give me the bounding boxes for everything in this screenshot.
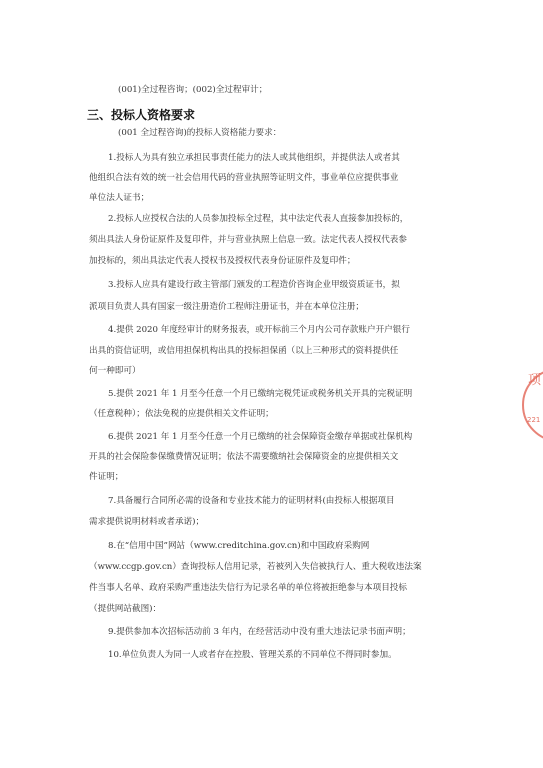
- paragraph-line: 出具的资信证明，或信用担保机构出具的投标担保函（以上三种形式的资料提供任: [89, 346, 399, 356]
- paragraph-line: 10.单位负责人为同一人或者存在控股、管理关系的不同单位不得同时参加。: [108, 650, 397, 660]
- paragraph-line: 单位法人证书；: [89, 193, 150, 203]
- paragraph-line: （www.ccgp.gov.cn）查询投标人信用记录，若被列入失信被执行人、重大税收违法案: [89, 562, 422, 572]
- paragraph-line: 加投标的，须出具法定代表人授权书及授权代表身份证原件及复印件；: [89, 256, 356, 266]
- paragraph-line: 需求提供说明材料或者承诺)；: [89, 517, 205, 527]
- paragraph-line: 派项目负责人具有国家一级注册造价工程师注册证书，并在本单位注册；: [89, 302, 365, 312]
- paragraph-line: 2.投标人应授权合法的人员参加投标全过程，其中法定代表人直接参加投标的，: [108, 214, 409, 224]
- paragraph-line: 4.提供 2020 年度经审计的财务报表，或开标前三个月内公司存款账户开户银行: [108, 325, 410, 335]
- section-title: 三、投标人资格要求: [87, 108, 196, 122]
- paragraph-line: 6.提供 2021 年 1 月至今任意一个月已缴纳的社会保障资金缴存单据或社保机构: [108, 432, 413, 442]
- paragraph-line: 1.投标人为具有独立承担民事责任能力的法人或其他组织，并提供法人或者其: [108, 153, 400, 163]
- svg-text:项: 项: [528, 373, 542, 388]
- paragraph-line: 何一种即可）: [89, 366, 141, 376]
- svg-text:221: 221: [527, 416, 541, 424]
- paragraph-line: 8.在“信用中国”网站（www.creditchina.gov.cn)和中国政府采购网: [108, 541, 370, 551]
- paragraph-line: （提供网站截图)：: [89, 604, 162, 614]
- paragraph-line: （任意税种）；依法免税的应提供相关文件证明；: [89, 409, 274, 419]
- paragraph-line: 9.提供参加本次招标活动前 3 年内，在经营活动中没有重大违法记录书面声明；: [108, 627, 411, 637]
- paragraph-line: 3.投标人应具有建设行政主管部门颁发的工程造价咨询企业甲级资质证书，拟: [108, 280, 400, 290]
- paragraph-line: 他组织合法有效的统一社会信用代码的营业执照等证明文件，事业单位应提供事业: [89, 173, 399, 183]
- intro-line: (001)全过程咨询；(002)全过程审计；: [118, 85, 268, 95]
- paragraph-line: (001 全过程咨询)的投标人资格能力要求：: [118, 128, 282, 138]
- paragraph-line: 须出具法人身份证原件及复印件，并与营业执照上信息一致。法定代表人授权代表参: [89, 235, 407, 245]
- paragraph-line: 5.提供 2021 年 1 月至今任意一个月已缴纳完税凭证或税务机关开具的完税证明: [108, 389, 413, 399]
- seal-stamp: [519, 360, 543, 450]
- paragraph-line: 7.具备履行合同所必需的设备和专业技术能力的证明材料(由投标人根据项目: [108, 496, 395, 506]
- paragraph-line: 件当事人名单、政府采购严重违法失信行为记录名单的单位将被拒绝参与本项目投标: [89, 583, 407, 593]
- paragraph-line: 件证明；: [89, 472, 124, 482]
- paragraph-line: 开具的社会保险参保缴费情况证明；依法不需要缴纳社会保障资金的应提供相关文: [89, 452, 399, 462]
